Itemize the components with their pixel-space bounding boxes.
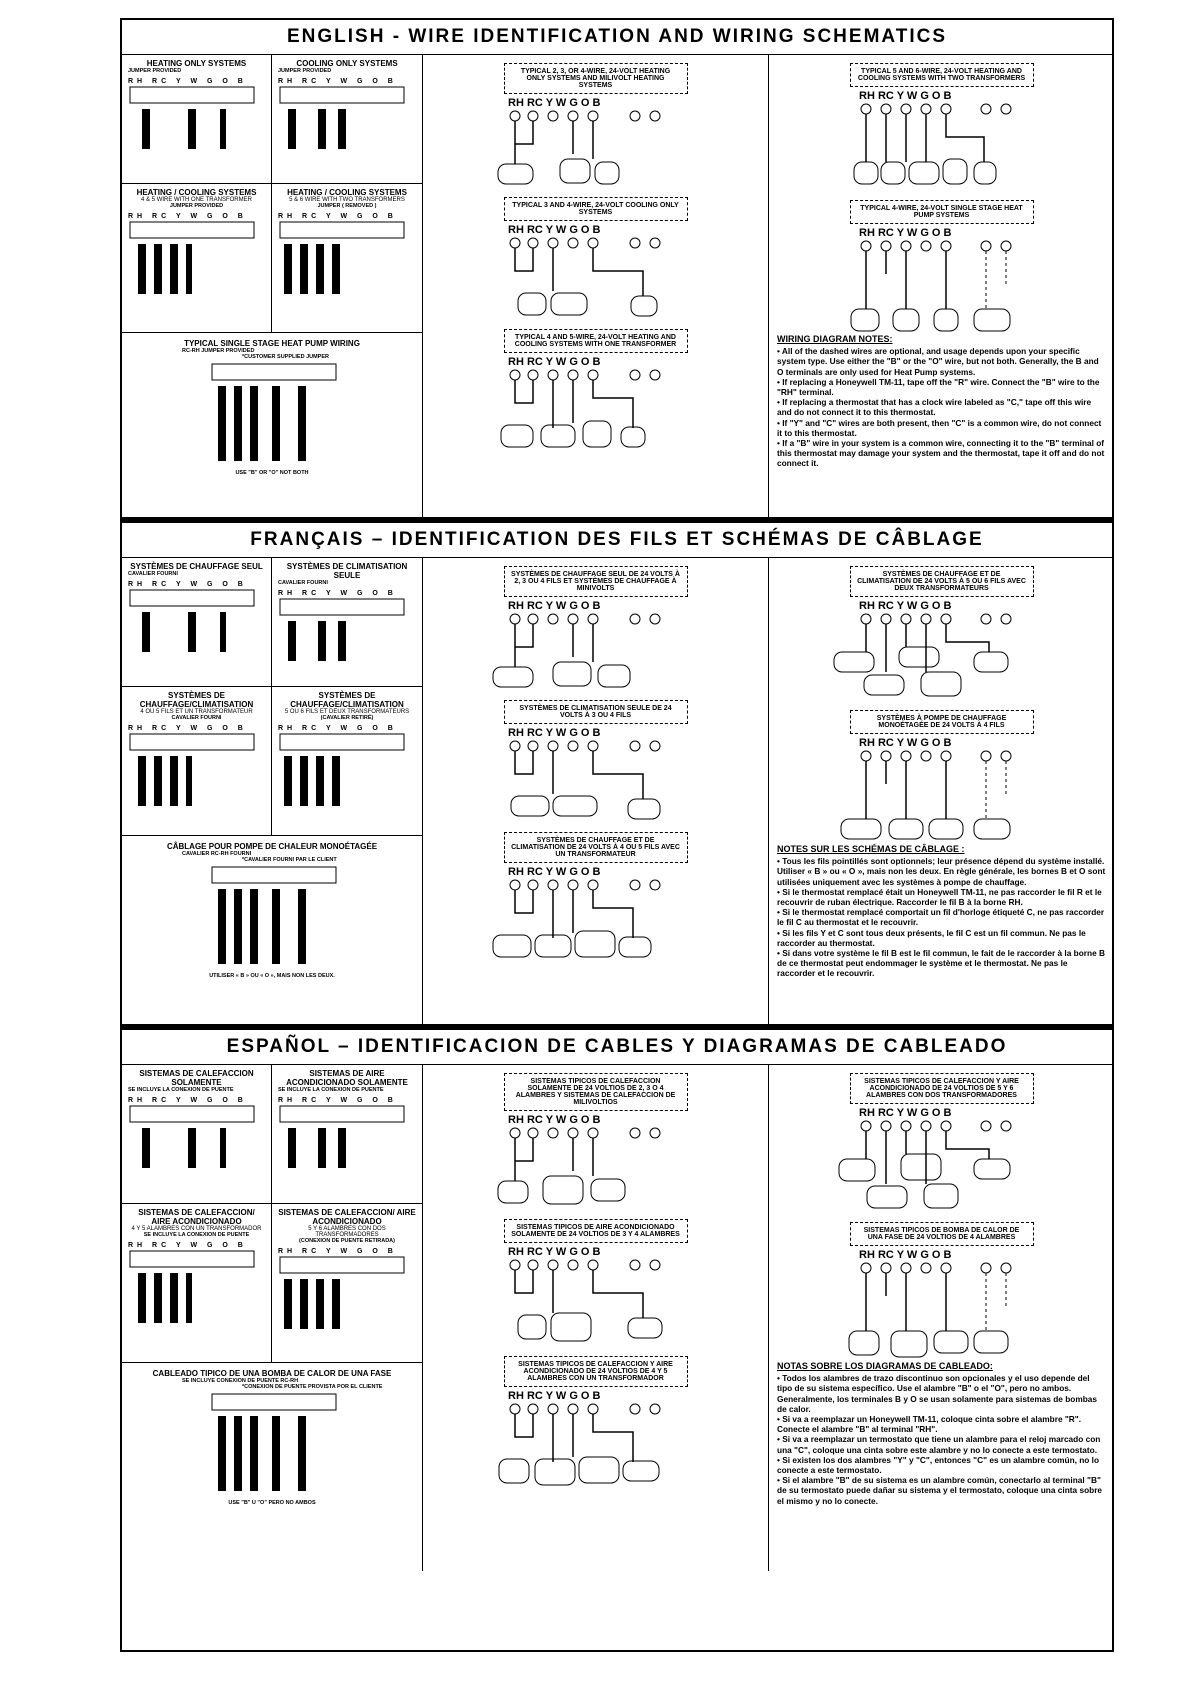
svg-text:RH RC Y W G O: RH RC Y W G O B: [859, 90, 952, 102]
heat-cool-one-xfmr-panel: [122, 1204, 272, 1363]
note-item: • Si va a reemplazar un Honeywell TM-11, coloque cinta sobre el alambre "R". Conecte el alambre "B" al terminal "RH".: [777, 1414, 1082, 1435]
middle-panel-french: [423, 558, 769, 1024]
jumper-label: JUMPER PROVIDED: [169, 203, 224, 209]
svg-text:RH RC Y W G O: RH RC Y W G O B: [508, 1114, 601, 1126]
terminal-row: RH RC Y W G O B: [128, 581, 247, 588]
section-title-spanish: ESPAÑOL – IDENTIFICACION DE CABLES Y DIAGRAMAS DE CABLEADO: [122, 1030, 1112, 1065]
svg-text:RH RC Y W G O: RH RC Y W G O B: [859, 1107, 952, 1119]
notes-english: [769, 334, 1114, 469]
wiring-schematic: [769, 1104, 1114, 1214]
wiring-schematic: [423, 724, 768, 824]
hc1-title: HEATING / COOLING SYSTEMS: [136, 188, 257, 197]
jumper-label: SE INCLUYE LA CONEXION DE PUENTE: [278, 1087, 384, 1093]
wiring-schematic: [423, 94, 768, 189]
terminal-row: RH RC Y W G O B: [128, 213, 247, 220]
hc2-subtitle: 5 & 6 WIRE WITH TWO TRANSFORMERS: [289, 197, 405, 203]
heat-pump-jumper-label: RC-RH JUMPER PROVIDED: [182, 348, 255, 354]
diagram-heat-cool-one-xfmr: SYSTÈMES DE CHAUFFAGE ET DE CLIMATISATION DE 24 VOLTS À 4 OU 5 FILS AVEC UN TRANSFORMATEUR: [504, 832, 688, 863]
terminal-block-diagram: [278, 732, 408, 812]
diagram-heat-pump: SISTEMAS TIPICOS DE BOMBA DE CALOR DE UNA FASE DE 24 VOLTIOS DE 4 ALAMBRES: [850, 1222, 1034, 1246]
wiring-schematic: [423, 221, 768, 321]
note-item: • Si va a reemplazar un termostato que tiene un alambre para el reloj marcado con una "C", coloque una cinta sobre este alambre y no lo conecte a este termostato.: [777, 1434, 1101, 1455]
hc2-title: SYSTÈMES DE CHAUFFAGE/CLIMATISATION: [290, 691, 404, 709]
note-item: • If "Y" and "C" wires are both present, then "C" is a common wire, do not connect it to this thermostat.: [777, 417, 1102, 438]
diagram-heat-pump: TYPICAL 4-WIRE, 24-VOLT SINGLE STAGE HEAT PUMP SYSTEMS: [850, 200, 1034, 224]
diagram-cooling-only: TYPICAL 3 AND 4-WIRE, 24-VOLT COOLING ONLY SYSTEMS: [504, 197, 688, 221]
terminal-row: RH RC Y W G O B: [278, 213, 397, 220]
heat-pump-customer-label: *CAVALIER FOURNI PAR LE CLIENT: [242, 857, 337, 863]
heat-pump-terminal-diagram: [122, 1390, 422, 1500]
wiring-schematic: [423, 863, 768, 963]
terminal-row: RH RC Y W G O B: [278, 725, 397, 732]
wiring-schematic: [423, 1387, 768, 1492]
note-item: • Si le thermostat remplacé était un Honeywell TM-11, ne pas raccorder le fil R et le recouvrir de ruban électrique. Raccorder le fil B à la borne RH.: [777, 886, 1102, 908]
note-item: • If replacing a Honeywell TM-11, tape off the "R" wire. Connect the "B" wire to the "RH" terminal.: [777, 376, 1100, 398]
wiring-schematic: [423, 1243, 768, 1348]
diagram-heat-cool-one-xfmr: SISTEMAS TIPICOS DE CALEFACCION Y AIRE ACONDICIONADO DE 24 VOLTIOS DE 4 Y 5 ALAMBRES CON UN TRANSFORMADOR: [504, 1356, 688, 1387]
section-french: [122, 558, 1112, 1024]
svg-text:RH RC Y W G O: RH RC Y W G O B: [508, 600, 601, 612]
jumper-removed-label: (CONEXION DE PUENTE RETIRADA): [299, 1238, 395, 1244]
terminal-row: RH RC Y W G O B: [128, 1242, 247, 1249]
notes-title: WIRING DIAGRAM NOTES:: [777, 334, 893, 344]
right-panel-french: [769, 558, 1114, 1024]
svg-text:RH RC Y W G O: RH RC Y W G O B: [859, 600, 952, 612]
hc1-title: SYSTÈMES DE CHAUFFAGE/CLIMATISATION: [139, 691, 254, 709]
svg-text:RH RC Y W G O: RH RC Y W G O B: [508, 866, 601, 878]
section-title-english: ENGLISH - WIRE IDENTIFICATION AND WIRING SCHEMATICS: [122, 20, 1112, 55]
heat-pump-customer-label: *CUSTOMER SUPPLIED JUMPER: [242, 354, 329, 360]
hc1-subtitle: 4 OU 5 FILS ET UN TRANSFORMATEUR: [140, 709, 253, 715]
jumper-label: SE INCLUYE LA CONEXION DE PUENTE: [143, 1232, 250, 1238]
diagram-heating-only: TYPICAL 2, 3, OR 4-WIRE, 24-VOLT HEATING ONLY SYSTEMS AND MILIVOLT HEATING SYSTEMS: [504, 63, 688, 94]
heat-cool-one-xfmr-panel: [122, 687, 272, 836]
note-item: • Si le thermostat remplacé comportait un fil d'horloge étiqueté C, ne pas raccorder le fil C au thermostat et le recouvrir.: [777, 907, 1105, 928]
cooling-only-panel: [272, 558, 422, 687]
wiring-schematic: [769, 1246, 1114, 1361]
heat-pump-use-note: USE "B" OR "O" NOT BOTH: [235, 470, 309, 476]
terminal-row: RH RC Y W G O B: [278, 590, 397, 597]
wiring-schematic: [769, 734, 1114, 844]
heat-pump-terminal-diagram: [122, 863, 422, 973]
jumper-label: JUMPER PROVIDED: [128, 68, 182, 74]
terminal-row: RH RC Y W G O B: [128, 725, 247, 732]
heating-only-panel: [122, 55, 272, 184]
heat-pump-use-note: UTILISER « B » OU « O », MAIS NON LES DEUX.: [209, 973, 335, 979]
terminal-block-diagram: [128, 588, 258, 658]
wiring-schematic: [769, 597, 1114, 702]
heat-cool-two-xfmr-panel: [272, 1204, 422, 1363]
terminal-block-diagram: [278, 597, 408, 667]
terminal-row: RH RC Y W G O B: [128, 78, 247, 85]
terminal-row: RH RC Y W G O B: [278, 78, 397, 85]
terminal-block-diagram: [278, 1255, 408, 1335]
heat-pump-use-note: USE "B" U "O" PERO NO AMBOS: [228, 1500, 316, 1506]
hc2-title: HEATING / COOLING SYSTEMS: [287, 188, 407, 197]
svg-text:RH RC Y W G O: RH RC Y W G O B: [508, 97, 601, 109]
wiring-schematic: [769, 224, 1114, 334]
note-item: • If a "B" wire in your system is a common wire, connecting it to the "B" terminal of this thermostat may damage your system and the thermostat, tape it off and do not connect it.: [777, 438, 1105, 469]
svg-text:RH RC Y W G O: RH RC Y W G O B: [508, 224, 601, 236]
terminal-row: RH RC Y W G O B: [128, 1097, 247, 1104]
heating-only-title: HEATING ONLY SYSTEMS: [146, 59, 247, 68]
svg-text:RH RC Y W G O: RH RC Y W G O B: [859, 1249, 952, 1261]
heat-cool-two-xfmr-panel: [272, 687, 422, 836]
hc1-subtitle: 4 Y 5 ALAMBRES CON UN TRANSFORMADOR: [131, 1226, 262, 1232]
diagram-cooling-only: SYSTÈMES DE CLIMATISATION SEULE DE 24 VOLTS À 3 OU 4 FILS: [504, 700, 688, 724]
note-item: • Todos los alambres de trazo discontinuo son opcionales y el uso depende del tipo de su sistema específico. Use el alambre "B" o el "O", pero no ambos. Generalmente, los terminales B y O se usan solamente para sistemas de bombas de calor.: [777, 1373, 1098, 1414]
jumper-label: CAVALIER FOURNI: [171, 715, 222, 721]
diagram-heat-cool-two-xfmr: SISTEMAS TIPICOS DE CALEFACCION Y AIRE ACONDICIONADO DE 24 VOLTIOS DE 5 Y 6 ALAMBRES CON DOS TRANSFORMADORES: [850, 1073, 1034, 1104]
jumper-label: CAVALIER FOURNI: [278, 580, 328, 586]
left-panel-spanish: [122, 1065, 423, 1571]
jumper-removed-label: (CAVALIER RETIRÉ): [320, 715, 374, 721]
hc2-subtitle: 5 Y 6 ALAMBRES CON DOS TRANSFORMADORES: [308, 1226, 386, 1238]
cooling-only-panel: [272, 55, 422, 184]
svg-text:RH RC Y W G O: RH RC Y W G O B: [859, 227, 952, 239]
heat-pump-title: CÂBLAGE POUR POMPE DE CHALEUR MONOÉTAGÉE: [166, 842, 378, 851]
hc2-subtitle: 5 OU 6 FILS ET DEUX TRANSFORMATEURS: [284, 709, 410, 715]
terminal-block-diagram: [128, 1104, 258, 1174]
wiring-schematic: [423, 353, 768, 453]
diagram-cooling-only: SISTEMAS TIPICOS DE AIRE ACONDICIONADO SOLAMENTE DE 24 VOLTIOS DE 3 Y 4 ALAMBRES: [504, 1219, 688, 1243]
section-spanish: [122, 1065, 1112, 1571]
jumper-label: JUMPER PROVIDED: [278, 68, 332, 74]
middle-panel-english: [423, 55, 769, 517]
terminal-block-diagram: [128, 85, 258, 155]
middle-panel-spanish: [423, 1065, 769, 1571]
notes-title: NOTAS SOBRE LOS DIAGRAMAS DE CABLEADO:: [777, 1361, 993, 1371]
note-item: • Si el alambre "B" de su sistema es un alambre común, conectarlo al terminal "B" de su termostato puede dañar su sistema y el termostato, coloque una cinta sobre el mismo y no lo conecte.: [777, 1475, 1103, 1506]
section-title-french: FRANÇAIS – IDENTIFICATION DES FILS ET SCHÉMAS DE CÂBLAGE: [122, 523, 1112, 558]
svg-text:RH RC Y W G O: RH RC Y W G O B: [508, 356, 601, 368]
heat-pump-title: TYPICAL SINGLE STAGE HEAT PUMP WIRING: [184, 339, 360, 348]
diagram-heating-only: SISTEMAS TIPICOS DE CALEFACCION SOLAMENTE DE 24 VOLTIOS DE 2, 3 O 4 ALAMBRES Y SISTEMAS DE CALEFACCION DE MILIVOLTIOS: [504, 1073, 688, 1111]
heat-pump-terminal-diagram: [122, 360, 422, 470]
cooling-only-panel: [272, 1065, 422, 1204]
left-panel-english: [122, 55, 423, 517]
heat-pump-jumper-label: CAVALIER RC-RH FOURNI: [182, 851, 252, 857]
heat-cool-one-xfmr-panel: [122, 184, 272, 333]
heat-pump-customer-label: *CONEXION DE PUENTE PROVISTA POR EL CLIENTE: [242, 1384, 383, 1390]
jumper-label: SE INCLUYE LA CONEXION DE PUENTE: [128, 1087, 234, 1093]
hc1-title: SISTEMAS DE CALEFACCION/ AIRE ACONDICIONADO: [138, 1208, 255, 1226]
note-item: • Si existen los dos alambres "Y" y "C", entonces "C" es un alambre común, no lo conecte a este termostato.: [777, 1454, 1100, 1476]
svg-text:RH RC Y W G O: RH RC Y W G O B: [508, 1246, 601, 1258]
notes-spanish: [769, 1361, 1114, 1506]
right-panel-spanish: [769, 1065, 1114, 1571]
note-item: • All of the dashed wires are optional, and usage depends upon your specific system type. Use either the "B" or the "O" wire, but not both. Generally, the B and O terminals are only used for Heat Pump systems.: [777, 346, 1099, 377]
right-panel-english: [769, 55, 1114, 517]
wiring-schematic: [423, 1111, 768, 1211]
left-panel-french: [122, 558, 423, 1024]
heat-pump-jumper-label: SE INCLUYE CONEXION DE PUENTE RC-RH: [182, 1378, 299, 1384]
diagram-heat-pump: SYSTÈMES À POMPE DE CHAUFFAGE MONOÉTAGÉE DE 24 VOLTS À 4 FILS: [850, 710, 1034, 734]
jumper-removed-label: JUMPER ( REMOVED ): [317, 203, 377, 209]
notes-french: [769, 844, 1114, 979]
terminal-block-diagram: [128, 220, 258, 300]
wiring-schematic: [769, 87, 1114, 192]
wiring-schematic: [423, 597, 768, 692]
cooling-only-title: SISTEMAS DE AIRE ACONDICIONADO SOLAMENTE: [286, 1069, 408, 1087]
terminal-block-diagram: [278, 220, 408, 300]
hc2-title: SISTEMAS DE CALEFACCION/ AIRE ACONDICIONADO: [278, 1208, 416, 1226]
section-english: [122, 55, 1112, 517]
notes-title: NOTES SUR LES SCHÉMAS DE CÂBLAGE :: [777, 844, 965, 854]
diagram-heating-only: SYSTÈMES DE CHAUFFAGE SEUL DE 24 VOLTS À 2, 3 OU 4 FILS ET SYSTÈMES DE CHAUFFAGE À MINIVOLTS: [504, 566, 688, 597]
heat-pump-title: CABLEADO TIPICO DE UNA BOMBA DE CALOR DE UNA FASE: [152, 1369, 392, 1378]
note-item: • Si dans votre système le fil B est le fil commun, le fait de le raccorder à la borne B de ce thermostat peut endommager le système et le thermostat. Ne pas le raccorder et le recouvrir.: [777, 948, 1105, 979]
terminal-row: RH RC Y W G O B: [278, 1248, 397, 1255]
svg-text:RH RC Y W G O: RH RC Y W G O B: [859, 737, 952, 749]
svg-text:RH RC Y W G O: RH RC Y W G O B: [508, 1390, 601, 1402]
cooling-only-title: SYSTÈMES DE CLIMATISATION SEULE: [286, 562, 408, 580]
heating-only-title: SISTEMAS DE CALEFACCION SOLAMENTE: [139, 1069, 254, 1087]
heat-cool-two-xfmr-panel: [272, 184, 422, 333]
terminal-block-diagram: [128, 1249, 258, 1329]
note-item: • Tous les fils pointillés sont optionnels; leur présence dépend du système installé. Utiliser « B » ou « O », mais non les deux. En règle générale, les bornes B et O sont utilisées uniquement avec les systèmes à pompe de chauffage.: [777, 856, 1106, 887]
note-item: • If replacing a thermostat that has a clock wire labeled as "C," tape off this wire and do not connect it to this thermostat.: [777, 397, 1092, 418]
terminal-row: RH RC Y W G O B: [278, 1097, 397, 1104]
hc1-subtitle: 4 & 5 WIRE WITH ONE TRANSFORMER: [141, 197, 252, 203]
cooling-only-title: COOLING ONLY SYSTEMS: [296, 59, 398, 68]
diagram-heat-cool-two-xfmr: SYSTÈMES DE CHAUFFAGE ET DE CLIMATISATION DE 24 VOLTS À 5 OU 6 FILS AVEC DEUX TRANSFORMATEURS: [850, 566, 1034, 597]
heating-only-title: SYSTÈMES DE CHAUFFAGE SEUL: [130, 562, 263, 571]
terminal-block-diagram: [278, 1104, 408, 1174]
heating-only-panel: [122, 558, 272, 687]
svg-text:RH RC Y W G O: RH RC Y W G O B: [508, 727, 601, 739]
diagram-heat-cool-two-xfmr: TYPICAL 5 AND 6-WIRE, 24-VOLT HEATING AND COOLING SYSTEMS WITH TWO TRANSFORMERS: [850, 63, 1034, 87]
diagram-heat-cool-one-xfmr: TYPICAL 4 AND 5-WIRE, 24-VOLT HEATING AND COOLING SYSTEMS WITH ONE TRANSFORMER: [504, 329, 688, 353]
terminal-block-diagram: [278, 85, 408, 155]
note-item: • Si les fils Y et C sont tous deux présents, le fil C est un fil commun. Ne pas le raccorder au thermostat.: [777, 927, 1086, 948]
terminal-block-diagram: [128, 732, 258, 812]
heating-only-panel: [122, 1065, 272, 1204]
wiring-sheet: [120, 18, 1114, 1652]
jumper-label: CAVALIER FOURNI: [128, 571, 178, 577]
